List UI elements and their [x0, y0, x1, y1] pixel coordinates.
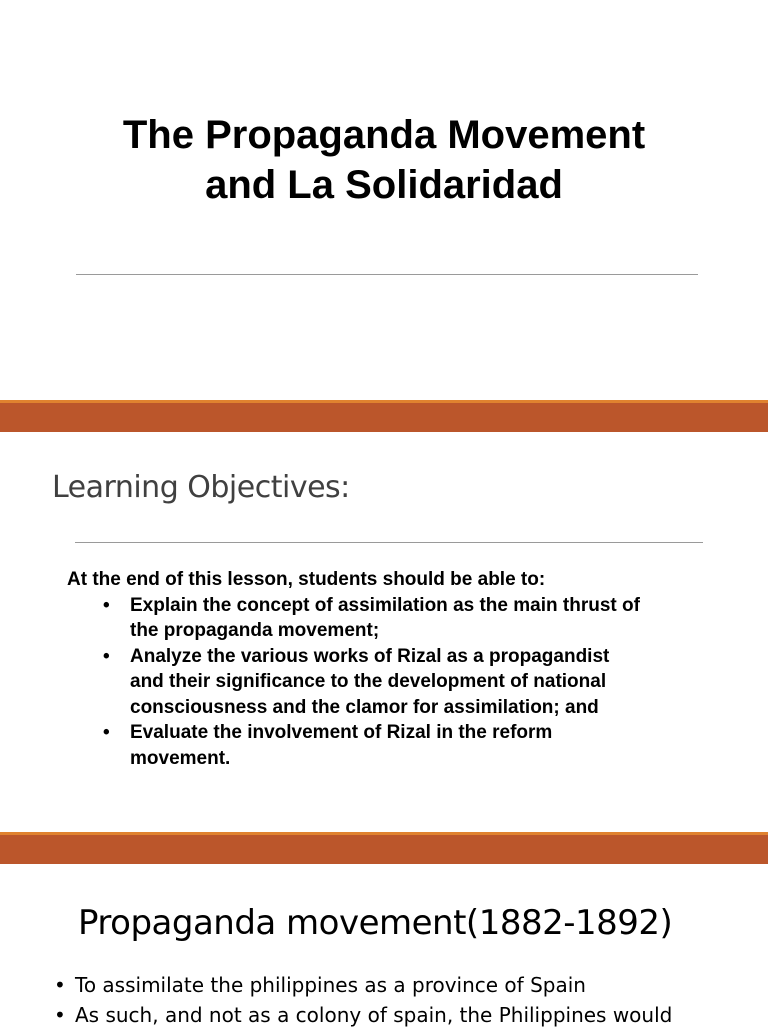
objectives-heading: Learning Objectives: [52, 470, 350, 505]
separator-accent-line [0, 832, 768, 835]
objectives-intro: At the end of this lesson, students should be able to: [67, 569, 546, 590]
propaganda-points [54, 970, 768, 1030]
objectives-list [67, 593, 647, 772]
list-item [54, 970, 768, 1000]
objective-text: Analyze the various works of Rizal as a propagandist and their significance to the development of national consciousness and the clamor for assimilation; and [130, 645, 610, 718]
list-item [54, 1000, 768, 1030]
bullet-icon: • [103, 645, 110, 667]
bullet-icon: • [54, 973, 66, 997]
slide-title-line1: The Propaganda Movement [122, 113, 646, 157]
point-text: To assimilate the philippines as a province of Spain [75, 973, 586, 997]
title-slide [0, 0, 768, 400]
title-divider [76, 274, 698, 275]
objective-text: Explain the concept of assimilation as the main thrust of the propaganda movement; [130, 594, 640, 641]
bullet-icon: • [103, 722, 110, 743]
slide-title [40, 110, 728, 210]
slide-separator [0, 400, 768, 432]
slide-separator [0, 832, 768, 864]
list-item [103, 644, 647, 721]
objectives-body [67, 567, 647, 771]
bullet-icon: • [103, 594, 110, 616]
objective-text: Evaluate the involvement of Rizal in the reform movement. [130, 722, 553, 769]
point-text: As such, and not as a colony of spain, the Philippines would [75, 1003, 673, 1027]
separator-accent-line [0, 400, 768, 403]
slide-title-line2: and La Solidaridad [205, 163, 563, 207]
objectives-divider [75, 542, 703, 543]
list-item [103, 593, 647, 644]
propaganda-heading: Propaganda movement(1882-1892) [78, 903, 673, 943]
bullet-icon: • [54, 1003, 66, 1027]
list-item [103, 720, 647, 771]
